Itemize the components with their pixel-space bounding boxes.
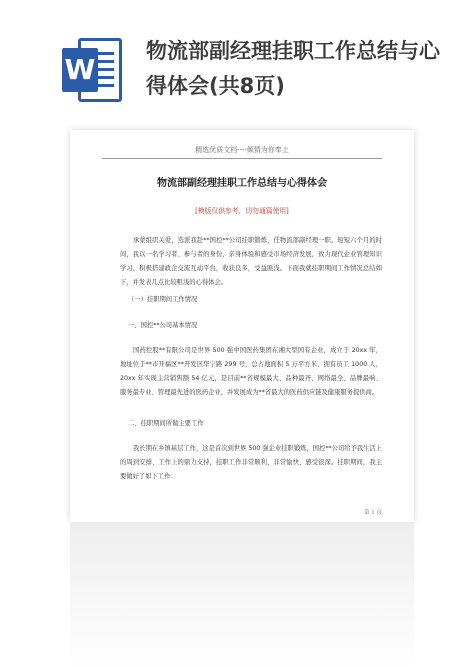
word-letter-badge: W [62, 48, 98, 92]
document-page [70, 130, 414, 522]
section-heading-1-1: 一、国控**公司基本情况 [128, 322, 198, 329]
section-heading-1: （一）挂职期间工作情况 [128, 296, 198, 303]
document-title: 物流部副经理挂职工作总结与心得体会 [157, 178, 327, 189]
template-notice: [模版仅供参考，切勿通篇使用] [195, 207, 289, 215]
banner [0, 0, 474, 128]
page-reflection [70, 522, 414, 669]
work-paragraph: 我长期在乡镇基层工作，这是首次到世界 500 强企业挂职锻炼，国控**公司给予我生活上的周到安排、工作上的鼎力支持，挂职工作非常顺利、非常愉快、感受很深。挂职期间，我主要做好了如下工作： [120, 445, 383, 480]
word-document-icon [62, 38, 124, 102]
company-paragraph: 国药控股**有限公司是世界 500 强中国医药集团在湘大型国有企业，成立于 20xx 年，地址位于**市开福区**开发区华宁路 299 号，总占地面积 5 万平方米，拥有员工 1000 人，20xx 年实现主营销售额 54 亿元，是目前**省规模最大、品种最齐、网络最全、品牌最响、服务最专业、管理最先进的医药企业，并发展成为**省最大的医药供应链及健康服务提供商。 [120, 347, 382, 396]
banner-title: 物流部副经理挂职工作总结与心得体会(共8页) [146, 39, 440, 98]
intro-paragraph: 承蒙组织关爱，选派我赴**国控**公司挂职锻炼，任物流部副经理一职。短短六个月的时间，我以一名学习者、参与者的身份，亲身体验和感受市场经济发展，致力现代企业管理知识学习，积极搭建政企交流互动平台，收获良多，受益匪浅。下面我就挂职期间工作情况总结如下，并发表几点比较粗浅的心得体会。 [120, 237, 382, 286]
page-number: 第 1 页 [364, 510, 382, 516]
header-divider [102, 158, 382, 159]
page-header: 精选优质文档----倾情为你奉上 [195, 146, 289, 154]
section-heading-2: 二、挂职期间所做主要工作 [128, 420, 204, 427]
